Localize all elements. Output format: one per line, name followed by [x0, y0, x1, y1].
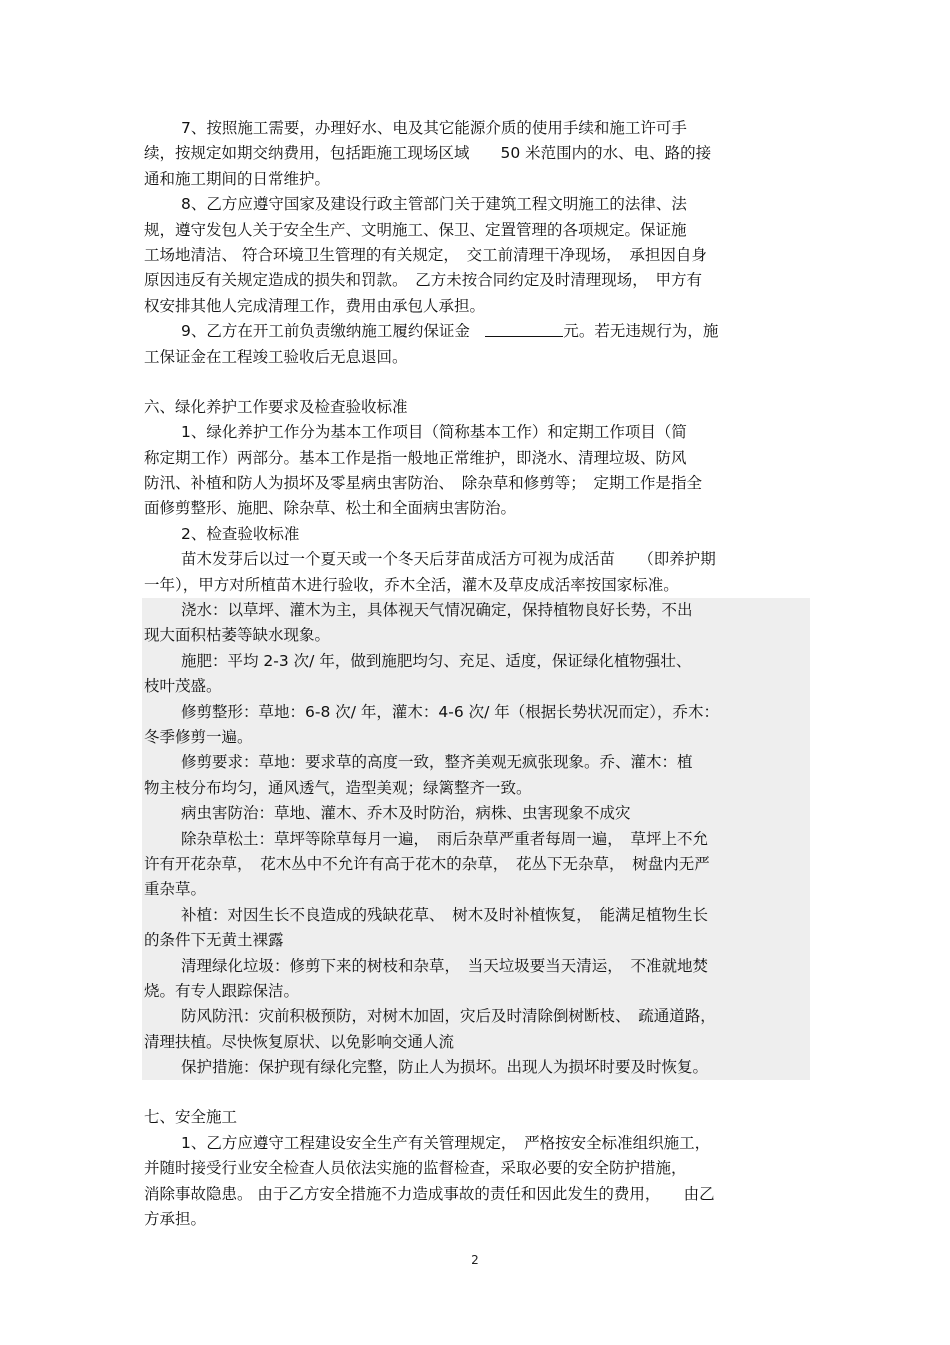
waste-cleanup-line-2: 烧。有专人跟踪保洁。 [144, 981, 300, 1000]
pruning-standard-line-2: 冬季修剪一遍。 [144, 727, 253, 746]
watering-standard-line-1: 浇水：以草坪、灌木为主，具体视天气情况确定，保持植物良好长势，不出 [181, 601, 693, 620]
section-spacer [144, 1080, 806, 1105]
section-6-heading: 六、绿化养护工作要求及检查验收标准 [144, 397, 408, 416]
replanting-line-2: 的条件下无黄土裸露 [144, 931, 284, 950]
section-6-item-2-line-1: 苗木发芽后以过一个夏天或一个冬天后芽苗成活方可视为成活苗 （即养护期 [181, 550, 716, 569]
section-6-item-2-line-2: 一年），甲方对所植苗木进行验收，乔木全活，灌木及草皮成活率按国家标准。 [144, 575, 679, 594]
clause-8-line-3: 工场地清洁、 符合环境卫生管理的有关规定， 交工前清理干净现场， 承担因自身 [144, 245, 707, 264]
clause-9-text-b: 元。若无违规行为，施 [563, 322, 719, 341]
section-spacer [144, 370, 806, 395]
section-6-item-1-line-3: 防汛、补植和防人为损坏及零星病虫害防治、 除杂草和修剪等； 定期工作是指全 [144, 474, 703, 493]
clause-8-line-1: 8、乙方应遵守国家及建设行政主管部门关于建筑工程文明施工的法律、法 [181, 195, 687, 214]
fertilizing-standard-line-2: 枝叶茂盛。 [144, 677, 222, 696]
weeding-line-3: 重杂草。 [144, 880, 207, 899]
storm-prevention-line-1: 防风防汛：灾前积极预防，对树木加固，灾后及时清除倒树断枝、 疏通道路， [181, 1007, 716, 1026]
section-7-item-1-line-4: 方承担。 [144, 1210, 207, 1229]
pest-control-line-1: 病虫害防治：草地、灌木、乔木及时防治，病株、虫害现象不成灾 [181, 804, 631, 823]
clause-7-line-2: 续，按规定如期交纳费用，包括距施工现场区域 50 米范围内的水、电、路的接 [144, 144, 712, 163]
protection-measures-line-1: 保护措施：保护现有绿化完整，防止人为损坏。出现人为损坏时要及时恢复。 [181, 1058, 709, 1077]
clause-9-text-a: 9、乙方在开工前负责缴纳施工履约保证金 [181, 322, 486, 341]
page-number: 2 [471, 1253, 479, 1267]
maintenance-standards-block [142, 598, 810, 1080]
document-body [144, 116, 806, 1232]
section-7-item-1-line-2: 并随时接受行业安全检查人员依法实施的监督检查，采取必要的安全防护措施， [144, 1159, 687, 1178]
pruning-requirement-line-2: 物主枝分布均匀，通风透气，造型美观；绿篱整齐一致。 [144, 778, 532, 797]
section-7-item-1-line-1: 1、乙方应遵守工程建设安全生产有关管理规定， 严格按安全标准组织施工， [181, 1133, 711, 1152]
pruning-standard-line-1: 修剪整形：草地：6-8 次/ 年，灌木：4-6 次/ 年（根据长势状况而定），乔木： [181, 702, 720, 721]
section-7-item-1-line-3: 消除事故隐患。 由于乙方安全措施不力造成事故的责任和因此发生的费用， 由乙 [144, 1184, 715, 1203]
deposit-amount-blank [485, 320, 563, 337]
replanting-line-1: 补植：对因生长不良造成的残缺花草、 树木及时补植恢复， 能满足植物生长 [181, 905, 709, 924]
clause-9-line-1 [144, 319, 806, 344]
section-6-item-1-line-4: 面修剪整形、施肥、除杂草、松土和全面病虫害防治。 [144, 499, 517, 518]
clause-9-line-2: 工保证金在工程竣工验收后无息退回。 [144, 347, 408, 366]
clause-8-line-4: 原因违反有关规定造成的损失和罚款。 乙方未按合同约定及时清理现场， 甲方有 [144, 271, 703, 290]
pruning-requirement-line-1: 修剪要求：草地：要求草的高度一致，整齐美观无疯张现象。乔、灌木：植 [181, 753, 693, 772]
clause-8-line-2: 规，遵守发包人关于安全生产、文明施工、保卫、定置管理的各项规定。保证施 [144, 220, 687, 239]
fertilizing-standard-line-1: 施肥：平均 2-3 次/ 年，做到施肥均匀、充足、适度，保证绿化植物强壮、 [181, 651, 692, 670]
weeding-line-2: 许有开花杂草， 花木丛中不允许有高于花木的杂草， 花丛下无杂草， 树盘内无严 [144, 854, 710, 873]
section-7-heading: 七、安全施工 [144, 1108, 238, 1127]
waste-cleanup-line-1: 清理绿化垃圾：修剪下来的树枝和杂草， 当天垃圾要当天清运， 不准就地焚 [181, 956, 709, 975]
clause-7-line-1: 7、按照施工需要，办理好水、电及其它能源介质的使用手续和施工许可手 [181, 119, 687, 137]
section-6-item-1-line-2: 称定期工作）两部分。基本工作是指一般地正常维护，即浇水、清理垃圾、防风 [144, 448, 687, 467]
watering-standard-line-2: 现大面积枯萎等缺水现象。 [144, 626, 331, 645]
clause-7-line-3: 通和施工期间的日常维护。 [144, 169, 331, 188]
section-6-item-2-heading: 2、检查验收标准 [181, 524, 300, 543]
clause-8-line-5: 权安排其他人完成清理工作，费用由承包人承担。 [144, 296, 486, 315]
storm-prevention-line-2: 清理扶植。尽快恢复原状、以免影响交通人流 [144, 1032, 455, 1051]
weeding-line-1: 除杂草松土：草坪等除草每月一遍， 雨后杂草严重者每周一遍， 草坪上不允 [181, 829, 709, 848]
section-6-item-1-line-1: 1、绿化养护工作分为基本工作项目（简称基本工作）和定期工作项目（简 [181, 423, 687, 442]
